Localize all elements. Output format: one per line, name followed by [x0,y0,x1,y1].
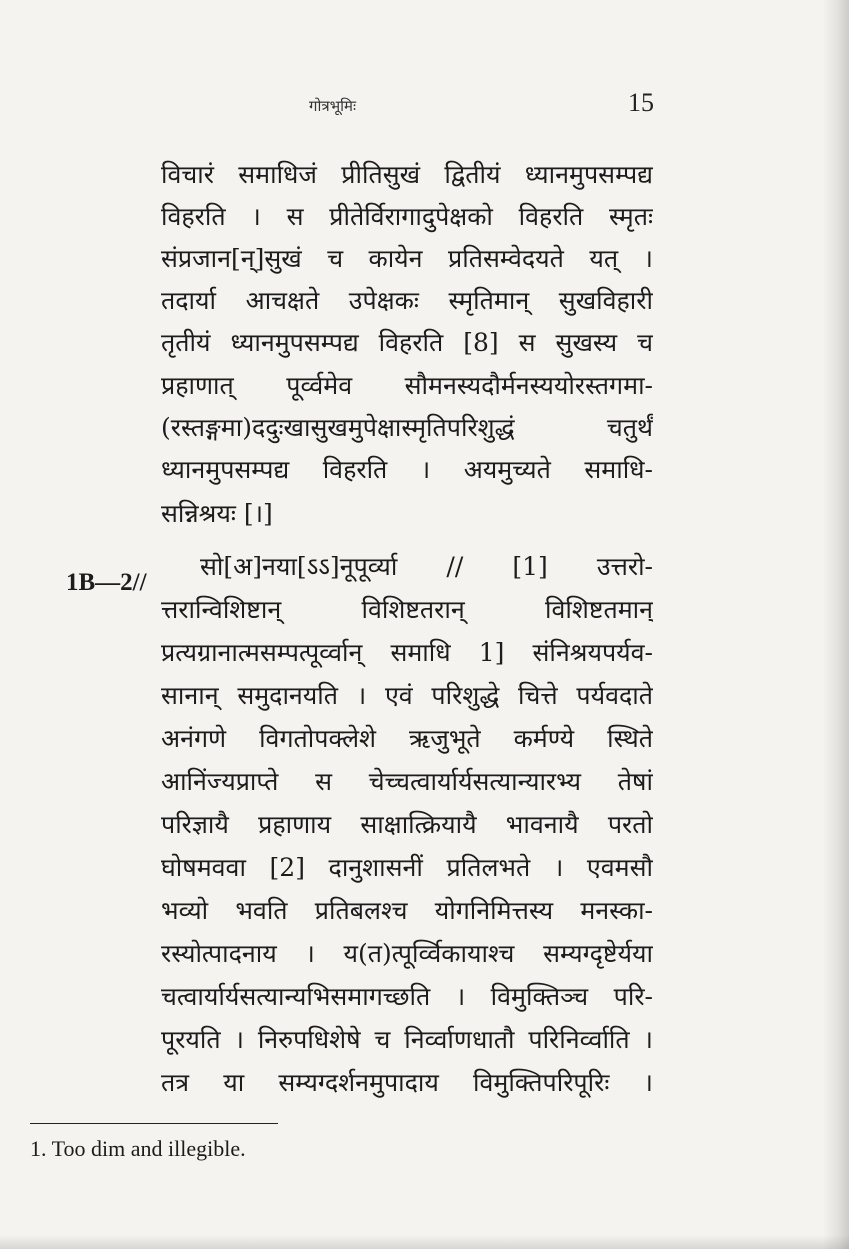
text-line: घोषमववा [2] दानुशासनीं प्रतिलभते । एवमसौ [161,853,653,882]
page-bottom-shadow [0,1235,849,1249]
text-line: रस्योत्पादनाय । य(त)त्पूर्व्विकायाश्च सम्यग्दृष्टेर्यया [161,939,653,968]
page-number: 15 [628,88,654,117]
text-line: तत्र या सम्यग्दर्शनमुपादाय विमुक्तिपरिपूरिः । [161,1068,653,1097]
text-line: आनिंज्यप्राप्ते स चेच्चत्वार्यार्यसत्यान्यारभ्य तेषां [161,767,653,796]
text-line: तदार्या आचक्षते उपेक्षकः स्मृतिमान् सुखविहारी [161,286,653,315]
text-line: पूरयति । निरुपधिशेषे च निर्व्वाणधातौ परिनिर्व्वाति । [161,1025,653,1054]
text-line: परिज्ञायै प्रहाणाय साक्षात्क्रियायै भावनायै परतो [161,810,653,839]
page-edge-shadow [823,0,849,1249]
text-line: ध्यानमुपसम्पद्य विहरति । अयमुच्यते समाधि- [161,455,653,484]
margin-label: 1B—2// [66,569,147,596]
running-head: गोत्रभूमिः [309,97,357,115]
footnote-rule [30,1123,278,1124]
text-line: सन्निश्रयः [।] [161,499,273,528]
text-line: विचारं समाधिजं प्रीतिसुखं द्वितीयं ध्यानमुपसम्पद्य [161,160,653,189]
text-line: सानान् समुदानयति । एवं परिशुद्धे चित्ते पर्यवदाते [161,681,653,710]
text-line: प्रत्यग्रानात्मसम्पत्पूर्व्वान् समाधि 1] संनिश्रयपर्यव- [161,638,653,667]
text-line: तृतीयं ध्यानमुपसम्पद्य विहरति [8] स सुखस्य च [161,328,653,357]
text-line: (रस्तङ्गमा)ददुःखासुखमुपेक्षास्मृतिपरिशुद्धं चतुर्थं [161,413,653,442]
text-line: चत्वार्यार्यसत्यान्यभिसमागच्छति । विमुक्तिञ्च परि- [161,982,653,1011]
text-line: विहरति । स प्रीतेर्विरागादुपेक्षको विहरति स्मृतः [161,202,653,231]
text-line: अनंगणे विगतोपक्लेशे ऋजुभूते कर्मण्ये स्थिते [161,724,653,753]
text-line: संप्रजान[न्]सुखं च कायेन प्रतिसम्वेदयते यत् । [161,244,653,273]
text-line: प्रहाणात् पूर्व्वमेव सौमनस्यदौर्मनस्ययोरस्तगमा- [161,371,653,400]
text-line: त्तरान्विशिष्टान् विशिष्टतरान् विशिष्टतमान् [161,595,653,624]
text-line: भव्यो भवति प्रतिबलश्च योगनिमित्तस्य मनस्का- [161,896,653,925]
footnote: 1. Too dim and illegible. [30,1136,246,1161]
text-line: सो[अ]नया[ऽऽ]नूपूर्व्या // [1] उत्तरो- [200,552,653,581]
